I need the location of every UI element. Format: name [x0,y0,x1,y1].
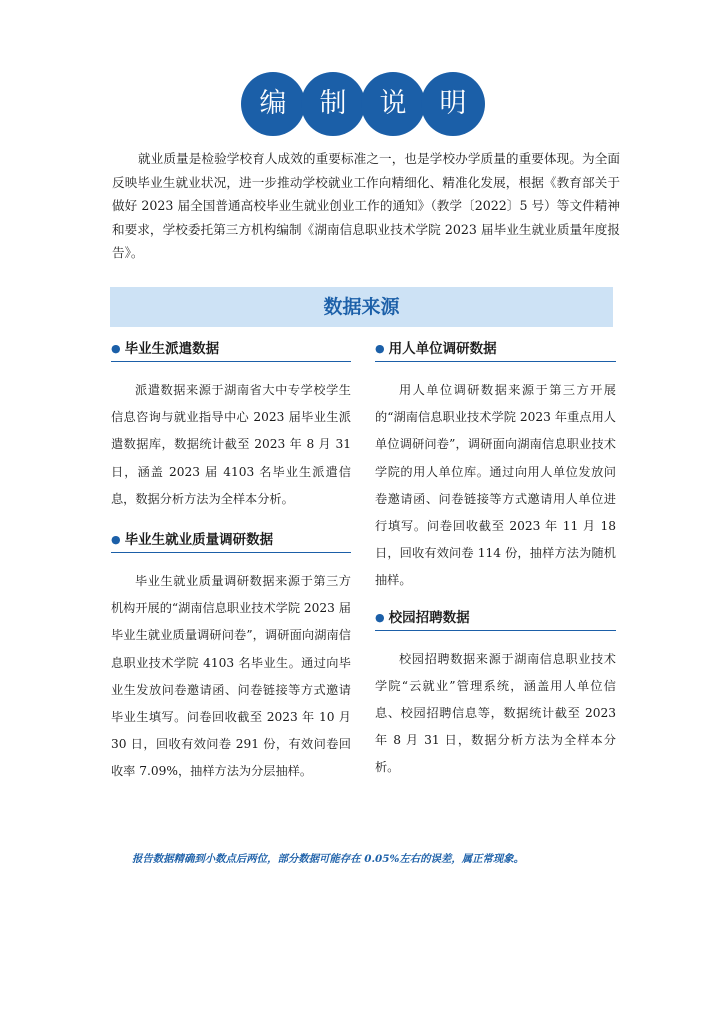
title-char-circle: 说 [361,72,425,136]
intro-paragraph: 就业质量是检验学校育人成效的重要标准之一，也是学校办学质量的重要体现。为全面反映毕业生就业状况，进一步推动学校就业工作向精细化、精准化发展，根据《教育部关于做好 2023 届全国普通高校毕业生就业创业工作的通知》（教学〔2022〕5 号）等文件精神和要求，学校委托第三方机构编制《湖南信息职业技术学院 2023 届毕业生就业质量年度报告》。 [112,151,620,261]
right-column [375,340,616,782]
section-heading-quality-survey [111,531,351,553]
title-char-circle: 制 [301,72,365,136]
bullet-dot-icon: ● [375,342,385,355]
section-heading-dispatch [111,340,351,362]
section-title: 毕业生就业质量调研数据 [124,532,274,549]
section-title: 毕业生派遣数据 [124,341,220,357]
section-title: 校园招聘数据 [388,609,470,626]
left-column [111,340,351,786]
bullet-dot-icon: ● [111,342,121,355]
section-text-employer-survey: 用人单位调研数据来源于第三方开展的“湖南信息职业技术学院 2023 年重点用人单位调研问卷”，调研面向湖南信息职业技术学院的用人单位库。通过向用人单位发放问卷邀请函、问卷链接等方式邀请用人单位进行填写。问卷回收截至 2023 年 11 月 18 日，回收有效问卷 114 份，抽样方法为随机抽样。 [375,383,616,588]
section-heading-employer-survey [375,340,616,362]
title-circles [0,72,724,140]
section-text-campus-recruit: 校园招聘数据来源于湖南信息职业技术学院“云就业”管理系统，涵盖用人单位信息、校园招聘信息等，数据统计截至 2023 年 8 月 31 日，数据分析方法为全样本分析。 [375,651,616,775]
data-source-banner: 数据来源 [110,287,613,327]
bullet-dot-icon: ● [111,533,121,547]
section-text-dispatch: 派遣数据来源于湖南省大中专学校学生信息咨询与就业指导中心 2023 届毕业生派遣数据库，数据统计截至 2023 年 8 月 31 日，涵盖 2023 届 4103 名毕业生派遣信息，数据分析方法为全样本分析。 [111,383,351,506]
section-title: 用人单位调研数据 [388,341,497,357]
section-text-quality-survey: 毕业生就业质量调研数据来源于第三方机构开展的“湖南信息职业技术学院 2023 届毕业生就业质量调研问卷”，调研面向湖南信息职业技术学院 4103 名毕业生。通过向毕业生发放问卷邀请函、问卷链接等方式邀请毕业生填写。问卷回收截至 2023 年 10 月 30 日，回收有效问卷 291 份，有效问卷回收率 7.09%，抽样方法为分层抽样。 [111,574,351,779]
title-char-circle: 明 [421,72,485,136]
bullet-dot-icon: ● [375,610,385,624]
title-char-circle: 编 [241,72,305,136]
footnote: 报告数据精确到小数点后两位，部分数据可能存在 0.05%左右的误差，属正常现象。 [132,853,525,865]
section-heading-campus-recruit [375,609,616,631]
